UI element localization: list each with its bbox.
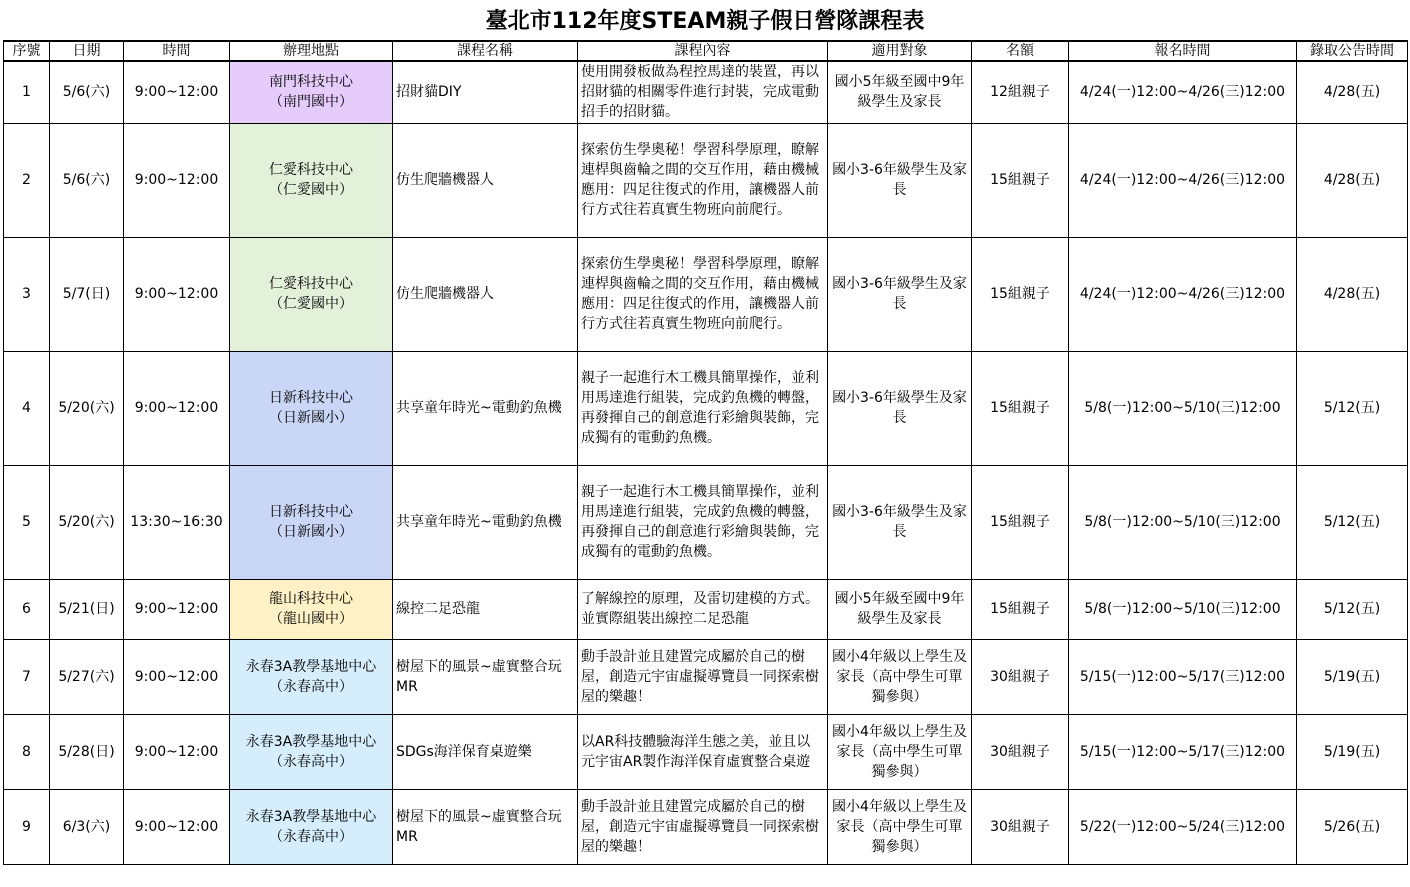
cell-target: 國小3-6年級學生及家長 [828,237,972,351]
venue-school: （日新國小） [269,410,353,426]
cell-venue [230,61,393,123]
cell-announce: 5/19(五) [1297,639,1408,714]
cell-registration: 5/8(一)12:00~5/10(三)12:00 [1069,579,1297,639]
venue-school: （日新國小） [269,524,353,540]
venue-school: （永春高中） [269,753,353,770]
venue-name: 龍山科技中心 [269,591,353,607]
table-row [4,579,1408,639]
cell-announce: 4/28(五) [1297,61,1408,123]
header-target: 適用對象 [828,41,972,61]
cell-quota: 30組親子 [972,789,1069,864]
cell-venue [230,579,393,639]
cell-no: 7 [4,639,50,714]
cell-venue [230,639,393,714]
cell-course: 仿生爬牆機器人 [393,123,578,237]
cell-quota: 15組親子 [972,579,1069,639]
cell-target: 國小5年級至國中9年級學生及家長 [828,61,972,123]
cell-target: 國小3-6年級學生及家長 [828,465,972,579]
cell-date: 5/27(六) [50,639,124,714]
cell-course: SDGs海洋保育桌遊樂 [393,714,578,789]
venue-school: （仁愛國中） [269,182,353,198]
cell-quota: 15組親子 [972,123,1069,237]
cell-course: 共享童年時光~電動釣魚機 [393,465,578,579]
venue-school: （龍山國中） [269,611,353,627]
cell-date: 5/7(日) [50,237,124,351]
venue-name: 日新科技中心 [269,504,353,520]
table-body [4,61,1408,864]
header-course: 課程名稱 [393,41,578,61]
cell-course: 線控二足恐龍 [393,579,578,639]
cell-registration: 4/24(一)12:00~4/26(三)12:00 [1069,123,1297,237]
cell-no: 8 [4,714,50,789]
venue-school: （仁愛國中） [269,296,353,312]
header-venue: 辦理地點 [230,41,393,61]
cell-time: 9:00~12:00 [124,61,230,123]
cell-no: 2 [4,123,50,237]
cell-registration: 4/24(一)12:00~4/26(三)12:00 [1069,237,1297,351]
cell-venue [230,465,393,579]
cell-content: 動手設計並且建置完成屬於自己的樹屋，創造元宇宙虛擬導覽員一同探索樹屋的樂趣！ [578,789,828,864]
cell-time: 9:00~12:00 [124,714,230,789]
cell-target: 國小5年級至國中9年級學生及家長 [828,579,972,639]
cell-date: 5/21(日) [50,579,124,639]
header-row [4,41,1408,61]
cell-registration: 5/22(一)12:00~5/24(三)12:00 [1069,789,1297,864]
header-announce: 錄取公告時間 [1297,41,1408,61]
table-row [4,237,1408,351]
cell-announce: 5/12(五) [1297,579,1408,639]
cell-venue [230,714,393,789]
cell-course: 招財貓DIY [393,61,578,123]
cell-time: 13:30~16:30 [124,465,230,579]
table-row [4,714,1408,789]
venue-name: 仁愛科技中心 [269,276,353,292]
cell-content: 探索仿生學奧秘！學習科學原理，瞭解連桿與齒輪之間的交互作用，藉由機械應用：四足往復式的作用，讓機器人前行方式往若真實生物班向前爬行。 [578,123,828,237]
cell-content: 使用開發板做為程控馬達的裝置，再以招財貓的相關零件進行封裝，完成電動招手的招財貓。 [578,61,828,123]
table-row [4,465,1408,579]
cell-content: 動手設計並且建置完成屬於自己的樹屋，創造元宇宙虛擬導覽員一同探索樹屋的樂趣！ [578,639,828,714]
cell-registration: 5/8(一)12:00~5/10(三)12:00 [1069,351,1297,465]
cell-course: 樹屋下的風景~虛實整合玩MR [393,639,578,714]
cell-target: 國小4年級以上學生及家長（高中學生可單獨參與） [828,789,972,864]
cell-quota: 15組親子 [972,465,1069,579]
cell-time: 9:00~12:00 [124,237,230,351]
cell-target: 國小3-6年級學生及家長 [828,351,972,465]
cell-quota: 12組親子 [972,61,1069,123]
page-title: 臺北市112年度STEAM親子假日營隊課程表 [485,9,925,34]
cell-course: 仿生爬牆機器人 [393,237,578,351]
cell-quota: 30組親子 [972,639,1069,714]
cell-target: 國小4年級以上學生及家長（高中學生可單獨參與） [828,714,972,789]
table-row [4,351,1408,465]
venue-name: 仁愛科技中心 [269,162,353,178]
venue-school: （南門國中） [269,94,353,111]
cell-date: 5/6(六) [50,61,124,123]
venue-name: 永春3A教學基地中心 [245,808,377,825]
table-row [4,61,1408,123]
cell-announce: 5/26(五) [1297,789,1408,864]
cell-announce: 5/19(五) [1297,714,1408,789]
course-schedule-table [3,40,1408,865]
venue-name: 永春3A教學基地中心 [245,658,377,675]
venue-school: （永春高中） [269,828,353,845]
header-time: 時間 [124,41,230,61]
cell-quota: 30組親子 [972,714,1069,789]
cell-no: 1 [4,61,50,123]
cell-time: 9:00~12:00 [124,639,230,714]
cell-time: 9:00~12:00 [124,351,230,465]
table-row [4,639,1408,714]
header-no: 序號 [4,41,50,61]
cell-quota: 15組親子 [972,237,1069,351]
cell-date: 5/6(六) [50,123,124,237]
header-registration: 報名時間 [1069,41,1297,61]
cell-venue [230,351,393,465]
cell-venue [230,123,393,237]
cell-no: 4 [4,351,50,465]
cell-announce: 5/12(五) [1297,465,1408,579]
table-row [4,789,1408,864]
cell-time: 9:00~12:00 [124,579,230,639]
header-date: 日期 [50,41,124,61]
cell-content: 了解線控的原理，及雷切建模的方式。並實際組裝出線控二足恐龍 [578,579,828,639]
cell-no: 5 [4,465,50,579]
cell-content: 親子一起進行木工機具簡單操作，並利用馬達進行組裝，完成釣魚機的轉盤，再發揮自己的創意進行彩繪與裝飾，完成獨有的電動釣魚機。 [578,351,828,465]
cell-announce: 4/28(五) [1297,237,1408,351]
header-quota: 名額 [972,41,1069,61]
cell-content: 親子一起進行木工機具簡單操作，並利用馬達進行組裝，完成釣魚機的轉盤，再發揮自己的創意進行彩繪與裝飾，完成獨有的電動釣魚機。 [578,465,828,579]
cell-venue [230,237,393,351]
cell-date: 6/3(六) [50,789,124,864]
cell-registration: 4/24(一)12:00~4/26(三)12:00 [1069,61,1297,123]
cell-no: 3 [4,237,50,351]
cell-target: 國小3-6年級學生及家長 [828,123,972,237]
cell-announce: 4/28(五) [1297,123,1408,237]
cell-course: 共享童年時光~電動釣魚機 [393,351,578,465]
cell-venue [230,789,393,864]
venue-name: 日新科技中心 [269,390,353,406]
venue-name: 南門科技中心 [269,74,353,91]
table-header [4,41,1408,61]
venue-school: （永春高中） [269,678,353,695]
cell-time: 9:00~12:00 [124,123,230,237]
header-content: 課程內容 [578,41,828,61]
table-row [4,123,1408,237]
cell-registration: 5/15(一)12:00~5/17(三)12:00 [1069,714,1297,789]
cell-quota: 15組親子 [972,351,1069,465]
cell-content: 以AR科技體驗海洋生態之美，並且以元宇宙AR製作海洋保育虛實整合桌遊 [578,714,828,789]
cell-course: 樹屋下的風景~虛實整合玩MR [393,789,578,864]
cell-no: 9 [4,789,50,864]
cell-content: 探索仿生學奧秘！學習科學原理，瞭解連桿與齒輪之間的交互作用，藉由機械應用：四足往復式的作用，讓機器人前行方式往若真實生物班向前爬行。 [578,237,828,351]
venue-name: 永春3A教學基地中心 [245,733,377,750]
cell-date: 5/20(六) [50,465,124,579]
cell-date: 5/20(六) [50,351,124,465]
cell-target: 國小4年級以上學生及家長（高中學生可單獨參與） [828,639,972,714]
cell-registration: 5/15(一)12:00~5/17(三)12:00 [1069,639,1297,714]
cell-announce: 5/12(五) [1297,351,1408,465]
cell-time: 9:00~12:00 [124,789,230,864]
cell-date: 5/28(日) [50,714,124,789]
cell-registration: 5/8(一)12:00~5/10(三)12:00 [1069,465,1297,579]
cell-no: 6 [4,579,50,639]
